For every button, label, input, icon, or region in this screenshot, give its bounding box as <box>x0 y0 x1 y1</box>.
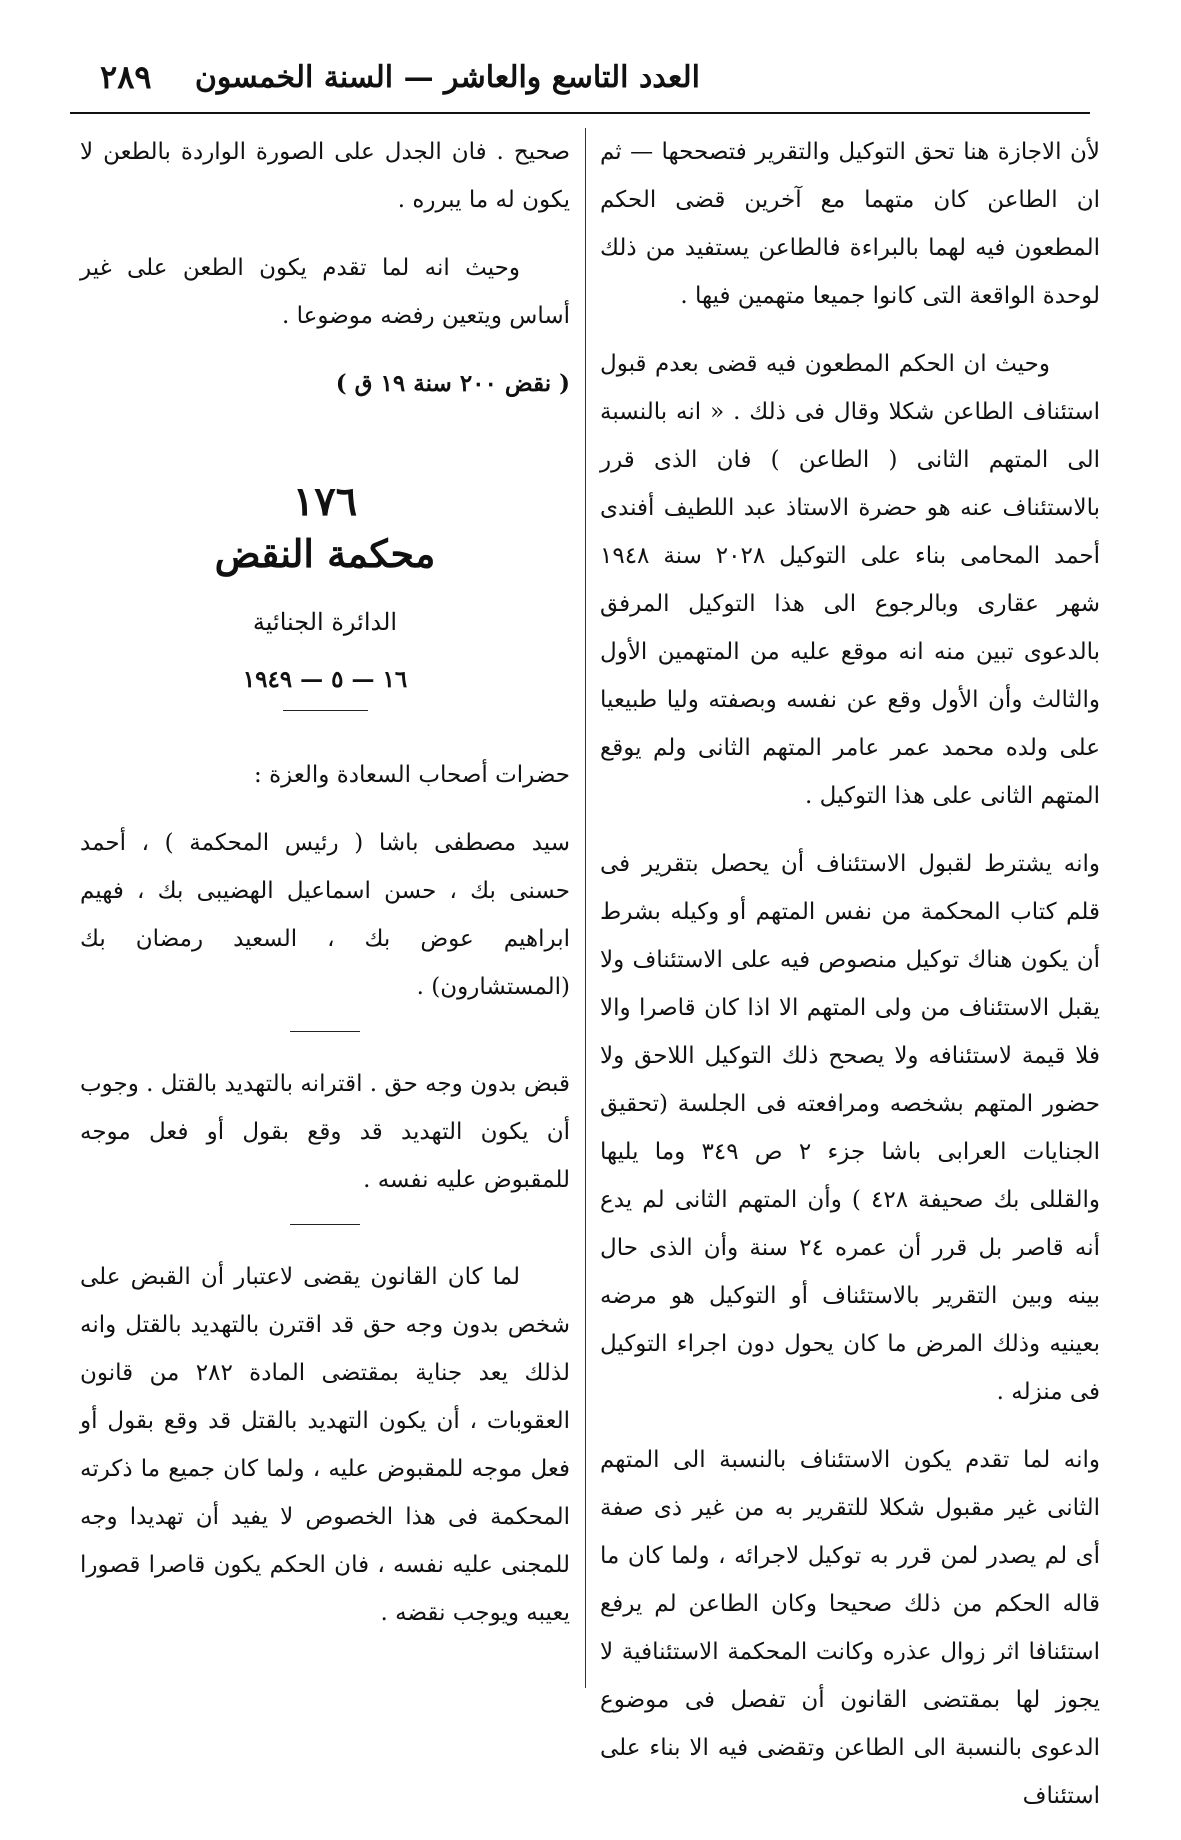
header-rule <box>70 112 1090 114</box>
paragraph: صحيح . فان الجدل على الصورة الواردة بالطعن لا يكون له ما يبرره . <box>80 139 570 213</box>
paragraph: وانه يشترط لقبول الاستئناف أن يحصل بتقرير فى قلم كتاب المحكمة من نفس المتهم أو وكيله بشرط أن يكون هناك توكيل منصوص فيه على الاستئناف ولا يقبل الاستئناف من ولى المتهم الا اذا كان قاصرا والا فلا قيمة لاستئنافه ولا يصحح ذلك التوكيل اللاحق ولا حضور المتهم بشخصه ومرافعته فى الجلسة (تحقيق الجنايات العرابى باشا جزء ٢ ص ٣٤٩ وما يليها والقللى بك صحيفة ٤٢٨ ) وأن المتهم الثانى لم يدع أنه قاصر بل قرر أن عمره ٢٤ سنة وأن الذى حال بينه وبين التقرير بالاستئناف أو التوكيل هو مرضه بعينيه وذلك المرض ما كان يحول دون اجراء التوكيل فى منزله . <box>600 851 1101 1405</box>
running-title: العدد التاسع والعاشر — السنة الخمسون <box>194 60 700 95</box>
right-column <box>600 128 1100 1840</box>
bench-heading: حضرات أصحاب السعادة والعزة : <box>254 762 570 788</box>
divider <box>290 1031 360 1032</box>
court-circuit: الدائرة الجنائية <box>252 608 398 636</box>
paragraph: لأن الاجازة هنا تحق التوكيل والتقرير فتصححها — ثم ان الطاعن كان متهما مع آخرين قضى الحكم المطعون فيه لهما بالبراءة فالطاعن يستفيد من ذلك لوحدة الواقعة التى كانوا جميعا متهمين فيها . <box>600 139 1100 309</box>
paragraph: وانه لما تقدم يكون الاستئناف بالنسبة الى المتهم الثانى غير مقبول شكلا للتقرير به من غير ذى صفة أى لم يصدر لمن قرر به توكيل لاجرائه ، ولما كان ما قاله الحكم من ذلك صحيحا وكان الطاعن لم يرفع استئنافا اثر زوال عذره وكانت المحكمة الاستئنافية لا يجوز لها بمقتضى القانون أن تفصل فى موضوع الدعوى بالنسبة الى الطاعن وتقضى فيه الا بناء على استئناف <box>600 1447 1100 1809</box>
page-header <box>70 50 1090 110</box>
previous-case-reference: ( نقض ٢٠٠ سنة ١٩ ق ) <box>335 370 570 397</box>
headnote: قبض بدون وجه حق . اقترانه بالتهديد بالقتل . وجوب أن يكون التهديد قد وقع بقول أو فعل موجه للمقبوض عليه نفسه . <box>80 1071 570 1193</box>
paragraph: وحيث انه لما تقدم يكون الطعن على غير أساس ويتعين رفضه موضوعا . <box>80 255 570 329</box>
divider <box>290 1224 360 1225</box>
legal-principle: لما كان القانون يقضى لاعتبار أن القبض على شخص بدون وجه حق قد اقترن بالتهديد بالقتل وانه لذلك يعد جناية بمقتضى المادة ٢٨٢ من قانون العقوبات ، أن يكون التهديد بالقتل قد وقع بقول أو فعل موجه للمقبوض عليه ، ولما كان جميع ما ذكرته المحكمة فى هذا الخصوص لا يفيد أن تهديدا وجه للمجنى عليه نفسه ، فان الحكم يكون قاصرا قصورا يعيبه ويوجب نقضه . <box>80 1264 570 1626</box>
paragraph: وحيث ان الحكم المطعون فيه قضى بعدم قبول استئناف الطاعن شكلا وقال فى ذلك . « انه بالنسبة الى المتهم الثانى ( الطاعن ) فان الذى قرر بالاستئناف عنه هو حضرة الاستاذ عبد اللطيف أفندى أحمد المحامى بناء على التوكيل ٢٠٢٨ سنة ١٩٤٨ شهر عقارى وبالرجوع الى هذا التوكيل المرفق بالدعوى تبين منه انه موقع عليه من المتهمين الأول والثالث وأن الأول وقع عن نفسه وبصفته وليا طبيعيا على ولده محمد عمر عامر المتهم الثانى ولم يوقع المتهم الثانى على هذا التوكيل . <box>600 351 1100 809</box>
bench-members: سيد مصطفى باشا ( رئيس المحكمة ) ، أحمد حسنى بك ، حسن اسماعيل الهضيبى بك ، فهيم ابراهيم عوض بك ، السعيد رمضان بك (المستشارون) . <box>80 830 570 1000</box>
court-name: محكمة النقض <box>214 531 436 576</box>
left-column <box>80 128 570 1657</box>
case-number: ١٧٦ <box>292 478 358 525</box>
judgment-date: ١٦ — ٥ — ١٩٤٩ <box>242 666 408 693</box>
divider <box>283 710 368 711</box>
column-divider <box>585 128 586 1688</box>
page-number: ٢٨٩ <box>100 58 152 96</box>
